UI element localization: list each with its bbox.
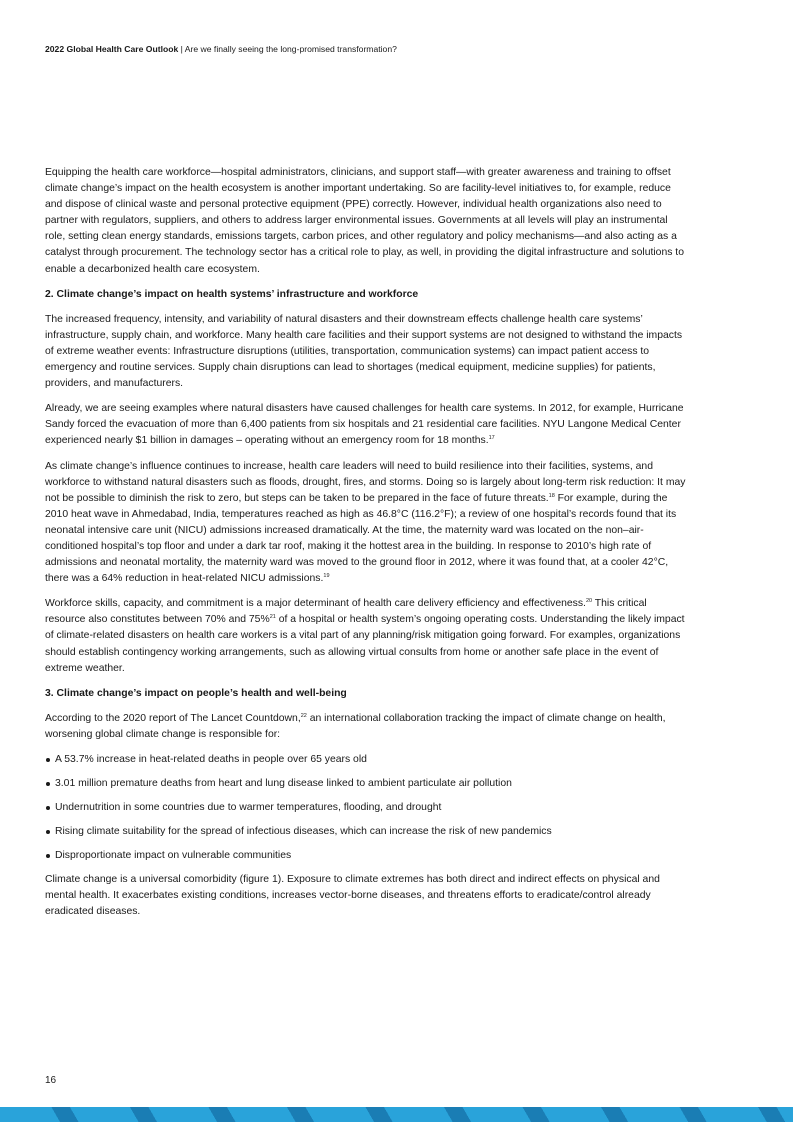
paragraph-text: This critical resource also constitutes between 70% and 75% [45,598,647,626]
list-item: Undernutrition in some countries due to warmer temperatures, flooding, and drought [45,800,690,816]
section-heading-health: 3. Climate change’s impact on people’s health and well-being [45,687,347,699]
paragraph-text: an international collaboration tracking the impact of climate change on health, worsening global climate change is responsible for: [45,712,666,740]
paragraph-text: Workforce skills, capacity, and commitment is a major determinant of health care delivery efficiency and effectiveness. [45,598,586,610]
paragraph-hurricane-sandy [45,401,690,449]
article-body [45,165,690,929]
paragraph-disaster-impact: The increased frequency, intensity, and variability of natural disasters and their downstream effects challenge health care systems’ infrastructure, supply chain, and workforce. Many health care facilities and their support systems are not designed to withstand the impacts of extreme weather events: Infrastructure disruptions (utilities, transportation, communication systems) can impact patient access to emergency and routine services. Supply chain disruptions can lead to shortages (medical equipment, medicine supplies) for patients, providers, and manufacturers. [45,313,683,390]
paragraph-text: For example, during the 2010 heat wave in Ahmedabad, India, temperatures reached as high as 46.8°C (116.2°F); a review of one hospital’s records found that its neonatal intensive care unit (NICU) admissions increased dramatically. At the time, the maternity ward was located on the non–air-conditioned hospital’s top floor and under a dark tar roof, making it the hottest area in the building. In response to 2010’s high rate of admissions and neonatal mortality, the maternity ward was moved to the ground floor in 2012, where it was found that, at a cooler 42°C, there was a 64% reduction in heat-related NICU admissions. [45,492,677,585]
footnote-ref: 18 [548,492,555,499]
header-separator: | [180,44,183,54]
paragraph-text: Already, we are seeing examples where natural disasters have caused challenges for health care systems. In 2012, for example, Hurricane Sandy forced the evacuation of more than 6,400 patients from six hospitals and 21 residential care facilities. NYU Langone Medical Center experienced nearly $1 billion in damages – operating without an emergency room for 18 months. [45,403,684,447]
footer-decorative-band [0,1107,793,1122]
paragraph-comorbidity: Climate change is a universal comorbidity (figure 1). Exposure to climate extremes has both direct and indirect effects on physical and mental health. It exacerbates existing conditions, increases vector-borne diseases, and threatens efforts to eradicate/control already eradicated diseases. [45,873,660,918]
footnote-ref: 17 [488,435,495,442]
paragraph-text: According to the 2020 report of The Lancet Countdown, [45,712,301,724]
report-title: 2022 Global Health Care Outlook [45,44,179,54]
running-header [45,44,397,54]
footnote-ref: 22 [300,712,307,719]
paragraph-text: As climate change’s influence continues to increase, health care leaders will need to build resilience into their facilities, systems, and workforce to withstand natural disasters such as floods, drought, fires, and storms. Doing so is largely about long-term risk reduction: It may not be possible to diminish the risk to zero, but steps can be taken to be prepared in the face of future threats. [45,460,686,504]
footnote-ref: 21 [269,614,276,621]
impact-list [45,752,690,864]
list-item: Rising climate suitability for the spread of infectious diseases, which can increase the risk of new pandemics [45,824,690,840]
footnote-ref: 20 [585,598,593,605]
paragraph-lancet [45,711,690,743]
section-heading-infrastructure: 2. Climate change’s impact on health systems’ infrastructure and workforce [45,288,419,300]
footnote-ref: 19 [323,573,330,580]
list-item: Disproportionate impact on vulnerable communities [45,848,690,864]
page-number: 16 [45,1075,57,1086]
paragraph-text: of a hospital or health system’s ongoing operating costs. Understanding the likely impact of climate-related disasters on health care workers is a vital part of any planning/risk mitigation going forward. For examples, organizations should establish contingency working arrangements, such as allowing virtual consults from home or another safe place in the event of extreme weather. [45,614,685,674]
list-item: 3.01 million premature deaths from heart and lung disease linked to ambient particulate air pollution [45,776,690,792]
list-item: A 53.7% increase in heat-related deaths in people over 65 years old [45,752,690,768]
report-subtitle: Are we finally seeing the long-promised transformation? [184,44,397,54]
paragraph-workforce-capacity [45,596,690,676]
paragraph-workforce-training: Equipping the health care workforce—hospital administrators, clinicians, and support staff—with greater awareness and training to offset climate change’s impact on the health ecosystem is another important undertaking. So are facility-level initiatives to, for example, reduce and dispose of clinical waste and personal protective equipment (PPE) correctly. However, individual health organizations also need to partner with regulators, suppliers, and others to address larger environmental issues. Governments at all levels will play an instrumental role, setting clean energy standards, emissions targets, carbon prices, and other regulatory and policy mechanisms—and also acting as a catalyst through procurement. The technology sector has a critical role to play, as well, in providing the digital infrastructure and solutions to enable a decarbonized health care ecosystem. [45,167,684,275]
paragraph-resilience [45,459,690,588]
